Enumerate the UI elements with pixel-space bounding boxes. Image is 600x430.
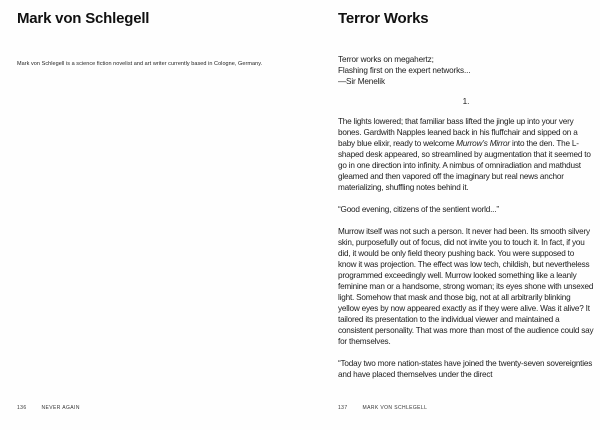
left-page-footer <box>17 405 80 411</box>
story-paragraph: “Good evening, citizens of the sentient world...” <box>338 205 499 214</box>
author-page-title: Mark von Schlegell <box>17 10 150 27</box>
epigraph-line: Flashing first on the expert networks... <box>338 66 471 75</box>
epigraph-line: Terror works on megahertz; <box>338 55 434 64</box>
epigraph <box>338 54 594 87</box>
story-title: Terror Works <box>338 10 429 27</box>
right-page-footer <box>338 405 427 411</box>
story-paragraph: Murrow itself was not such a person. It never had been. Its smooth silvery skin, purposefully out of focus, did not invite you to touch it. In fact, if you did, it would be only field theory pushing back. You were supposed to know it was projection. The effect was low tech, childish, but nevertheless programmed exceedingly well. Murrow looked something like a leanly feminine man or a handsome, strong woman; its eyes shone with unsexed light. Somehow that mask and those big, not at all arbitrarily blinking yellow eyes by now appeared exactly as if they were alive. Was it alive? It tailored its presentation to the individual viewer and maintained a consistent personality. That was more than most of the audience could say for themselves. <box>338 227 594 346</box>
right-page-number: 137 <box>338 405 348 411</box>
right-running-head: MARK VON SCHLEGELL <box>362 405 428 411</box>
story-column <box>338 54 594 391</box>
epigraph-line: —Sir Menelik <box>338 77 385 86</box>
story-paragraph: The lights lowered; that familiar bass lifted the jingle up into your very bones. Gardwith Napples leaned back in his fluffchair and sipped on a baby blue elixir, ready to welcome Murrow’s Mirror into the den. The L-shaped desk appeared, so streamlined by augmentation that it seemed to go in one direction into infinity. A nimbus of omniradiation and mathdust gleamed and then vapored off the imaginary but real news anchor materializing, shuffling notes behind it. <box>338 117 591 192</box>
left-running-head: NEVER AGAIN <box>41 405 80 411</box>
story-body <box>338 116 594 380</box>
section-number: 1. <box>462 97 470 106</box>
story-paragraph: “Today two more nation-states have joined the twenty-seven sovereignties and have placed themselves under the direct <box>338 359 593 379</box>
author-bio: Mark von Schlegell is a science fiction novelist and art writer currently based in Cologne, Germany. <box>17 61 263 67</box>
left-page-number: 136 <box>17 405 27 411</box>
